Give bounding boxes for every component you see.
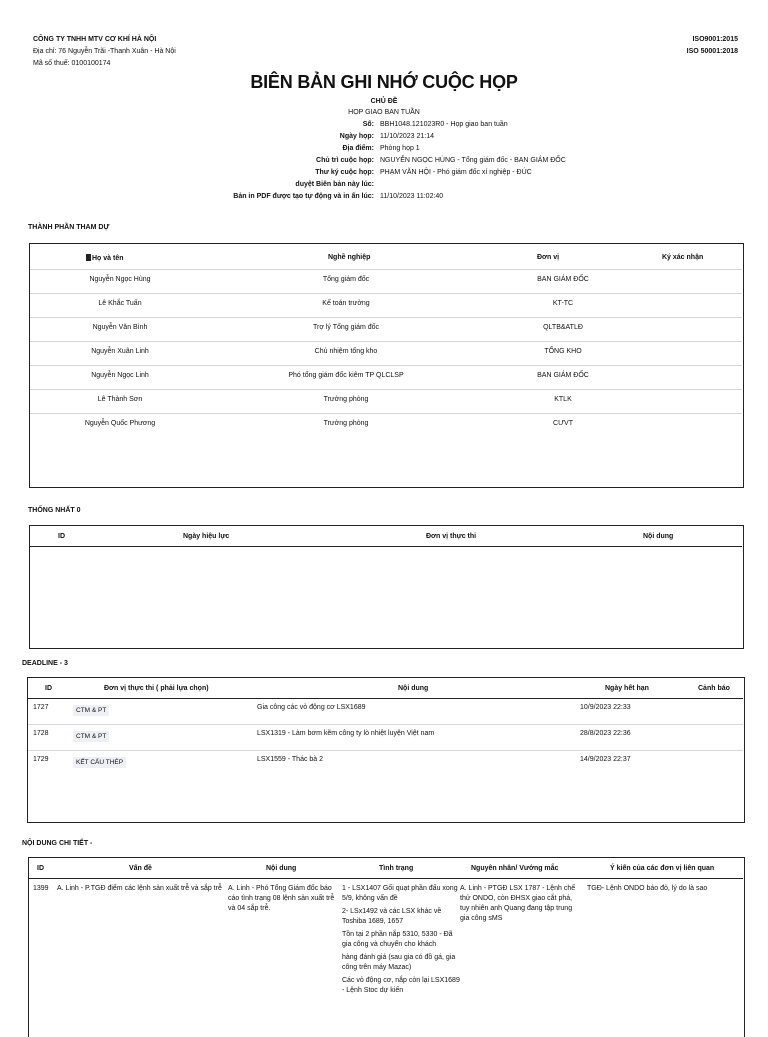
deadline-content: LSX1319 - Làm bơm kẽm công ty lò nhiệt luyện Việt nam xyxy=(257,730,435,737)
participant-name: Nguyễn Ngọc Hùng xyxy=(89,276,151,283)
participant-unit: BAN GIÁM ĐỐC xyxy=(537,372,589,379)
meta-printed xyxy=(0,193,768,205)
detail-issue: A. Linh - P.TGĐ điểm các lệnh sản xuất trễ và sắp trễ xyxy=(57,885,222,892)
col-header-unit: Đơn vị xyxy=(537,254,560,261)
deadline-unit xyxy=(73,731,109,742)
company-name: CÔNG TY TNHH MTV CƠ KHÍ HÀ NỘI xyxy=(33,36,157,43)
meta-chair xyxy=(0,157,768,169)
deadline-due: 10/9/2023 22:33 xyxy=(580,704,631,711)
unit-tag: CTM & PT xyxy=(73,705,109,716)
col-header-content: Nội dung xyxy=(643,533,674,540)
meta-number xyxy=(0,121,768,133)
meta-label: Thư ký cuộc họp: xyxy=(315,169,374,176)
col-header-content: Nội dung xyxy=(398,685,429,692)
participant-occupation: Tổng giám đốc xyxy=(322,276,370,283)
participant-name: Lê Thành Sơn xyxy=(97,396,143,403)
participant-unit: TỔNG KHO xyxy=(544,348,582,355)
agreed-section-title: THỐNG NHẤT 0 xyxy=(28,507,81,514)
col-header-signature: Ký xác nhận xyxy=(662,254,704,261)
col-header-content: Nội dung xyxy=(266,865,297,872)
meta-label: Địa điểm: xyxy=(342,145,374,152)
meta-label: Bản in PDF được tạo tự động và in ấn lúc: xyxy=(233,193,374,200)
status-line: hàng đánh giá (sau gia có đồ gá, gia công trên máy Mazac) xyxy=(342,954,456,971)
meta-label: Ngày họp: xyxy=(339,133,374,140)
deadline-table xyxy=(27,677,745,823)
col-header-id: ID xyxy=(45,685,52,692)
col-header-id: ID xyxy=(58,533,65,540)
meta-location xyxy=(0,145,768,157)
deadline-id: 1727 xyxy=(33,704,49,711)
col-header-name: Họ và tên xyxy=(86,254,124,262)
col-header-executing-unit: Đơn vị thực thi ( phải lựa chọn) xyxy=(104,685,209,692)
topic-label: CHỦ ĐỀ xyxy=(370,98,398,105)
col-header-warning: Cảnh báo xyxy=(698,685,730,692)
participant-name: Nguyễn Văn Bình xyxy=(92,324,148,331)
document-title: BIÊN BẢN GHI NHỚ CUỘC HỌP xyxy=(250,72,518,92)
deadline-due: 14/9/2023 22:37 xyxy=(580,756,631,763)
participant-name: Nguyễn Ngọc Linh xyxy=(91,372,149,379)
participant-name: Lê Khắc Tuấn xyxy=(98,300,142,307)
meta-value: NGUYỄN NGỌC HÙNG - Tổng giám đốc - BAN GIÁM ĐỐC xyxy=(380,157,566,164)
participant-occupation: Kế toán trưởng xyxy=(322,300,370,307)
col-header-opinion: Ý kiến của các đơn vị liên quan xyxy=(610,865,715,872)
participants-table xyxy=(29,243,744,488)
unit-tag: KẾT CẤU THÉP xyxy=(73,757,126,768)
detail-content: A. Linh - Phó Tổng Giám đốc báo cáo tình trạng 08 lệnh sản xuất trễ và 04 sắp trễ. xyxy=(228,885,335,912)
meta-value: Phòng họp 1 xyxy=(380,145,420,152)
col-header-cause: Nguyên nhân/ Vướng mắc xyxy=(471,865,559,872)
participant-occupation: Trợ lý Tổng giám đốc xyxy=(312,324,380,331)
deadline-id: 1729 xyxy=(33,756,49,763)
detail-opinion: TGĐ- Lệnh ONDO báo đỏ, lý do là sao xyxy=(587,885,708,892)
deadline-due: 28/8/2023 22:36 xyxy=(580,730,631,737)
deadline-content: LSX1559 - Thác bà 2 xyxy=(257,756,324,763)
agreed-table xyxy=(29,525,744,649)
details-table xyxy=(28,857,745,1037)
topic-value: HỌP GIAO BAN TUẦN xyxy=(348,109,420,116)
company-tax-code: Mã số thuế: 0100100174 xyxy=(33,60,111,67)
participant-unit: QLTB&ATLĐ xyxy=(543,324,583,331)
unit-tag: CTM & PT xyxy=(73,731,109,742)
iso-9001-label: ISO9001:2015 xyxy=(692,36,738,43)
col-header-status: Tình trạng xyxy=(379,865,414,872)
meta-date xyxy=(0,133,768,145)
participant-occupation: Phó tổng giám đốc kiêm TP QLCLSP xyxy=(288,372,404,379)
company-address: Địa chỉ: 76 Nguyễn Trãi -Thanh Xuân - Hà Nội xyxy=(33,48,176,55)
col-header-issue: Vấn đề xyxy=(129,865,152,872)
participant-unit: KT-TC xyxy=(552,300,574,307)
deadline-unit xyxy=(73,757,126,768)
participant-occupation: Trưởng phòng xyxy=(323,396,369,403)
deadline-section-title: DEADLINE - 3 xyxy=(22,660,68,667)
meta-value: 11/10/2023 21:14 xyxy=(380,133,434,140)
participant-occupation: Chủ nhiệm tổng kho xyxy=(314,348,378,355)
status-line: Tồn tại 2 phần nắp 5310, 5330 - Đã gia công và chuyển cho khách xyxy=(342,931,453,948)
detail-id: 1399 xyxy=(33,885,49,892)
checkbox-icon xyxy=(86,254,91,261)
meta-value: PHẠM VĂN HỘI - Phó giám đốc xí nghiệp - ĐÚC xyxy=(380,169,532,176)
participant-name: Nguyễn Xuân Linh xyxy=(91,348,149,355)
status-line: Các vỏ động cơ, nắp còn lại LSX1689 - Lệnh Stoc dự kiến xyxy=(342,977,460,994)
detail-status xyxy=(342,884,462,999)
participants-section-title: THÀNH PHẦN THAM DỰ xyxy=(28,224,110,231)
col-header-id: ID xyxy=(37,865,44,872)
participant-unit: CƯVT xyxy=(553,420,573,427)
meta-value: 11/10/2023 11:02:40 xyxy=(380,193,444,200)
participant-occupation: Trưởng phòng xyxy=(323,420,369,427)
iso-50001-label: ISO 50001:2018 xyxy=(686,48,738,55)
participant-unit: BAN GIÁM ĐỐC xyxy=(537,276,589,283)
meta-value: BBH1048.121023R0 - Họp giao ban tuần xyxy=(380,121,508,128)
col-header-effective-date: Ngày hiệu lực xyxy=(183,533,230,540)
detail-cause: A. Linh - PTGĐ LSX 1787 - Lệnh chế thử ONDO, còn ĐHSX giao cắt phá, tuy nhiên anh Quang đang tập trung gia công sMS xyxy=(460,885,576,922)
meta-secretary xyxy=(0,169,768,181)
details-section-title: NỘI DUNG CHI TIẾT - xyxy=(22,840,93,847)
col-header-executing-unit: Đơn vị thực thi xyxy=(426,533,477,540)
status-line: 2- LSx1492 và các LSX khác về Toshiba 1689, 1657 xyxy=(342,908,442,925)
deadline-id: 1728 xyxy=(33,730,49,737)
col-header-due-date: Ngày hết hạn xyxy=(605,685,649,692)
participant-name: Nguyễn Quốc Phương xyxy=(84,420,156,427)
meta-label: Chủ trì cuộc họp: xyxy=(316,157,374,164)
status-line: 1 - LSX1407 Gối quạt phần đấu xong 5/9, không vấn đề xyxy=(342,885,458,902)
participant-unit: KTLK xyxy=(554,396,572,403)
meta-approved xyxy=(0,181,768,193)
meta-label: Số: xyxy=(362,121,374,128)
col-header-occupation: Nghề nghiệp xyxy=(328,254,371,261)
deadline-unit xyxy=(73,705,109,716)
deadline-content: Gia công các vỏ động cơ LSX1689 xyxy=(257,704,366,711)
meta-label: duyệt Biên bản này lúc: xyxy=(295,181,374,188)
